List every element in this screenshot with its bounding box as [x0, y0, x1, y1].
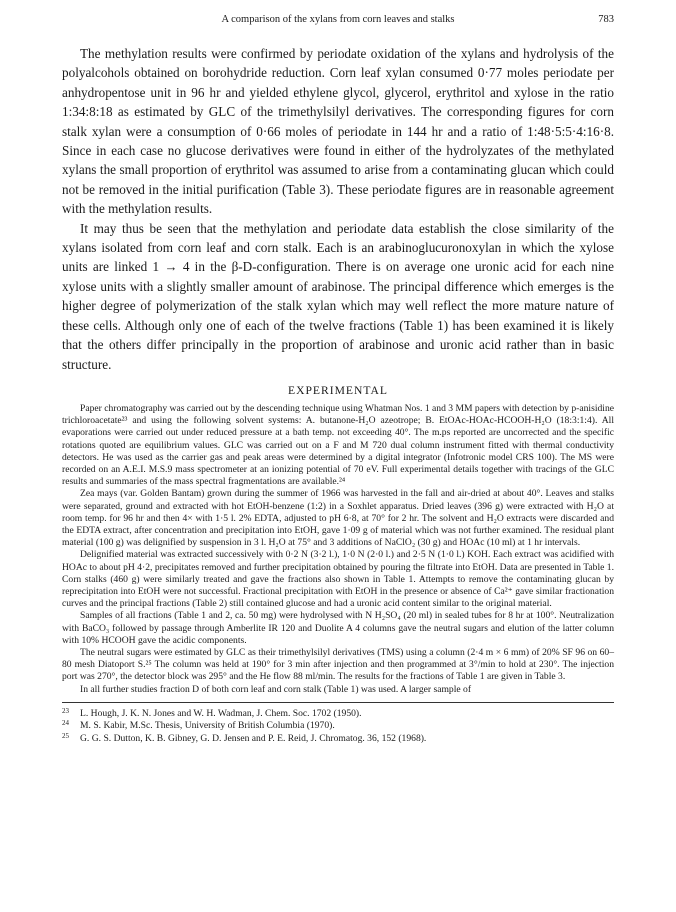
section-heading-experimental: EXPERIMENTAL [288, 383, 388, 397]
article-body [62, 44, 614, 746]
discussion-section [62, 44, 614, 374]
footnote-divider [62, 702, 614, 703]
experimental-section [62, 403, 614, 696]
footnote-item: 23 L. Hough, J. K. N. Jones and W. H. Wadman, J. Chem. Soc. 1702 (1950). [62, 706, 362, 719]
page-number: 783 [598, 14, 614, 25]
running-title: A comparison of the xylans from corn leaves and stalks [221, 14, 455, 25]
paragraph-neutral-sugars: The neutral sugars were estimated by GLC as their trimethylsilyl derivatives (TMS) using a column (2·4 m × 6 mm) of 20% SF 96 on 60–80 mesh Diatoport S.²⁵ The column was held at 190° for 3 min after injection and then programmed at 3°/min to hold at 230°. The injection port was 270°, the detector block was 295° and the He flow 88 ml/min. The results for the fractions of Table 1 are given in Table 3. [62, 646, 614, 683]
footnotes [62, 708, 614, 746]
paragraph-delignified: Delignified material was extracted successively with 0·2 N (3·2 l.), 1·0 N (2·0 l.) and 2·5 N (1·0 l.) KOH. Each extract was acidified with HOAc to about pH 4·2, precipitates removed and further precipitation obtained by pouring the filtrate into EtOH. Data are presented in Table 1. Corn stalks (460 g) were similarly treated and gave the fractions also shown in Table 1. Attempts to remove the contaminating glucan by reprecipitation into EtOH were not successful. Fractional precipitation with EtOH in the presence or absence of Ca²⁺ gave similar fractionation curves and the principal fractions (Table 2) still contained glucose and had a uronic acid content similar to the original material. [62, 549, 614, 610]
running-header [62, 14, 614, 32]
paragraph-hydrolysis: Samples of all fractions (Table 1 and 2, ca. 50 mg) were hydrolysed with N H₂SO₄ (20 ml) in sealed tubes for 8 hr at 100°. Neutralization with BaCO₃ followed by passage through Amberlite IR 120 and Duolite A 4 columns gave the neutral sugars and elution of the latter column with 10% HCOOH gave the acidic components. [62, 610, 614, 646]
footnote-item: 24 M. S. Kabir, M.Sc. Thesis, University of British Columbia (1970). [62, 719, 335, 732]
footnote-item: 25 G. G. S. Dutton, K. B. Gibney, G. D. Jensen and P. E. Reid, J. Chromatog. 36, 152 (1968). [62, 731, 427, 744]
paragraph-further-studies: In all further studies fraction D of both corn leaf and corn stalk (Table 1) was used. A larger sample of [80, 683, 472, 695]
paragraph-zea-mays: Zea mays (var. Golden Bantam) grown during the summer of 1966 was harvested in the fall and air-dried at about 40°. Leaves and stalks were separated, ground and extracted with hot EtOH-benzene (1:2) in a Soxhlet apparatus. Dried leaves (396 g) were extracted with H₂O at room temp. for 96 hr and then 4× with 1·5 l. 2% EDTA, adjusted to pH 6·8, at 70° for 2 hr. The solvent and H₂O extracts were discarded and the EDTA extract, after concentration and precipitation into EtOH, gave 1·09 g of material which was not further examined. The residual plant material (100 g) was delignified by suspension in 3 l. H₂O at 75° and 3 additions of NaClO₂ (30 g) and HOAc (10 ml) at 1 hr intervals. [62, 488, 614, 549]
paragraph-similarity: It may thus be seen that the methylation and periodate data establish the close similarity of the xylans isolated from corn leaf and corn stalk. Each is an arabinoglucuronoxylan in which the xylose units are linked 1 → 4 in the β-D-configuration. There is on average one uronic acid for each nine xylose units with a slightly smaller amount of arabinose. The principal difference which emerges is the higher degree of polymerization of the stalk xylan which may well reflect the more mature nature of these cells. Although only one of each of the twelve fractions (Table 1) has been examined it is likely that the others differ principally in the proportion of arabinose and uronic acid rather than in basic structure. [62, 220, 614, 372]
paragraph-chromatography: Paper chromatography was carried out by the descending technique using Whatman Nos. 1 and 3 MM papers with detection by p-anisidine trichloroacetate²³ and using the following solvent systems: A. butanone-H₂O azeotrope; B. EtOAc-HOAc-HCOOH-H₂O (18:3:1:4). All evaporations were carried out under reduced pressure at a bath temp. not exceeding 40°. The m.ps reported are uncorrected and the specific rotations quoted are equilibrium values. GLC was carried out on a F and M 720 dual column instrument fitted with thermal conductivity detectors. He was used as the carrier gas and peak areas were determined by a digital integrator (Infotronic model CRS 100). The MS were recorded on an A.E.I. M.S.9 mass spectrometer at an ionizing potential of 70 eV. Full experimental details together with tracings of the GLC results and summaries of the mass spectral fragmentations are available.²⁴ [62, 402, 615, 488]
paragraph-periodate: The methylation results were confirmed by periodate oxidation of the xylans and hydrolysis of the polyalcohols obtained on borohydride reduction. Corn leaf xylan consumed 0·77 moles periodate per anhydropentose unit in 96 hr and yielded ethylene glycol, glycerol, erythritol and xylose in the ratio 1:34:8:18 as estimated by GLC of the trimethylsilyl derivatives. The corresponding figures for corn stalk xylan were a consumption of 0·66 moles of periodate in 144 hr and a ratio of 1:48·5:5·4:16·8. Since in each case no glucose derivatives were found in either of the hydrolyzates of the methylated xylans the small proportion of erythritol was assumed to arise from a contaminating glucan which could not be removed in the initial purification (Table 3). These periodate figures are in reasonable agreement with the methylation results. [62, 46, 614, 217]
